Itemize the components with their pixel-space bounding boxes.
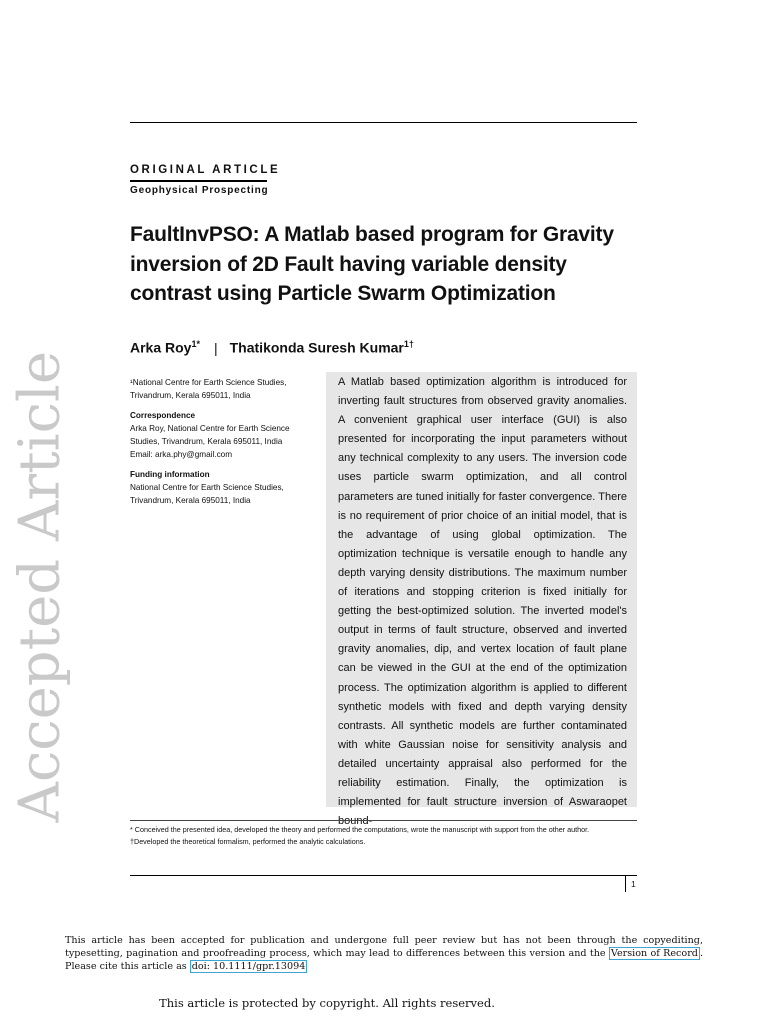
author-affiliation-mark: 1† [403,339,414,349]
article-type-underline [130,180,267,182]
affiliation-line: Trivandrum, Kerala 695011, India [130,391,251,400]
abstract-text: A Matlab based optimization algorithm is introduced for inverting fault structures from observed gravity anomalies. A convenient graphical user interface (GUI) is also presented for incorporating the input parameters without any technical complexity to any users. The inversion code uses particle swarm optimization, and all control parameters are tuned initially for faster convergence. There is no requirement of prior choice of an initial model, that is the advantage of using global optimization. The optimization technique is versatile enough to handle any depth varying density distributions. The maximum number of iterations and stopping criterion is fixed initially for getting the best-optimized solution. The inverted model's output in terms of fault structure, observed and inverted gravity anomalies, dip, and vertex location of fault plane can be viewed in the GUI at the end of the optimization process. The optimization algorithm is applied to different synthetic models with fixed and depth varying density contrasts. All synthetic models are further contaminated with white Gaussian noise for sensitivity analysis and detailed uncertainty appraisal also performed for the reliability estimation. Finally, the optimization is implemented for fault structure inversion of Aswaraopet bound- [338,376,627,828]
notice-text: This article has been accepted for publication and undergone full peer review but has not been through the copyediting, typesetting, pagination and proofreading process, which may lead to differences between this version and the [65,935,703,960]
author-name: Arka Roy [130,339,192,356]
accepted-article-watermark: Accepted Article [7,351,73,823]
author-name: Thatikonda Suresh Kumar [229,339,404,356]
notice-text: . Please cite this article as [65,948,703,973]
article-type: ORIGINAL ARTICLE [130,164,281,176]
correspondence-line: Studies, Trivandrum, Kerala 695011, India [130,437,283,446]
funding-line: National Centre for Earth Science Studies, [130,483,284,492]
acceptance-notice [65,934,703,973]
doi-link[interactable]: doi: 10.1111/gpr.13094 [191,961,306,973]
author-affiliation-mark: 1* [191,339,200,349]
funding-heading: Funding information [130,470,210,479]
author-line [130,339,414,356]
footnote: †Developed the theoretical formalism, performed the analytic calculations. [130,837,366,847]
funding-block [130,468,320,507]
affiliation-line: ¹National Centre for Earth Science Studies, [130,378,287,387]
version-of-record-link[interactable]: Version of Record [610,948,698,960]
affiliation-block [130,376,320,402]
journal-name: Geophysical Prospecting [130,185,269,196]
paper-title: FaultInvPSO: A Matlab based program for Gravity inversion of 2D Fault having variable density contrast using Particle Swarm Optimization [130,223,614,305]
affiliation-column [130,376,320,514]
page-number-divider [625,876,626,892]
correspondence-line: Arka Roy, National Centre for Earth Science [130,424,290,433]
copyright-notice: This article is protected by copyright. All rights reserved. [159,996,495,1010]
page-number: 1 [631,879,636,889]
footnote: * Conceived the presented idea, developed the theory and performed the computations, wrote the manuscript with support from the other author. [130,825,590,834]
bottom-rule [130,875,637,876]
footnotes [130,824,600,849]
top-rule [130,122,637,123]
funding-line: Trivandrum, Kerala 695011, India [130,496,251,505]
correspondence-block [130,409,320,461]
correspondence-email: Email: arka.phy@gmail.com [130,450,233,459]
author-separator: | [213,339,218,356]
footnote-rule [130,820,637,821]
correspondence-heading: Correspondence [130,411,196,420]
